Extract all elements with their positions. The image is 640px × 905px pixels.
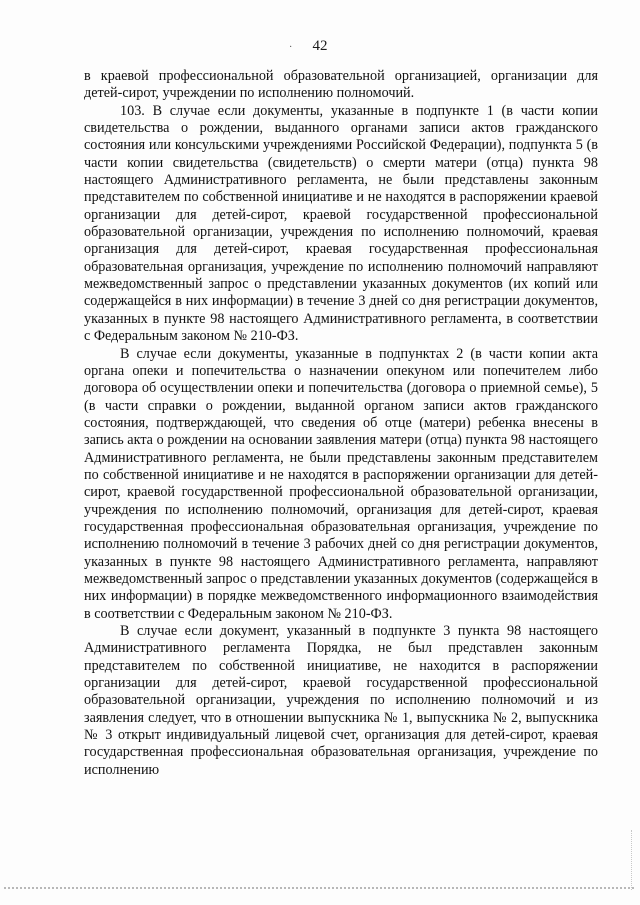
paragraph-clause-103: 103. В случае если документы, указанные в подпункте 1 (в части копии свидетельства о рождении, выданного органами записи актов гражданского состояния или консульскими учреждениями Российской Федерации), подпункта 5 (в части копии свидетельства (свидетельств) о смерти матери (отца) пункта 98 настоящего Административного регламента, не были представлены законным представителем по собственной инициативе и не находятся в распоряжении краевой организации для детей-сирот, краевой государственной профессиональной образовательной организации, учреждения по исполнению полномочий, краевая организация для детей-сирот, краевая государственная профессиональная образовательная организация, учреждение по исполнению полномочий направляют межведомственный запрос о представлении указанных документов (их копий или содержащейся в них информации) в течение 3 дней со дня регистрации документов, указанных в пункте 98 настоящего Административного регламента, в соответствии с Федеральным законом № 210-ФЗ. [84, 102, 598, 345]
paragraph-second-case: В случае если документы, указанные в подпунктах 2 (в части копии акта органа опеки и попечительства о назначении опекуном или попечителем либо договора об осуществлении опеки и попечительства (договора о приемной семье), 5 (в части справки о рождении, выданной органом записи актов гражданского состояния, подтверждающей, что сведения об отце (матери) ребенка внесены в запись акта о рождении на основании заявления матери (отца) пункта 98 настоящего Административного регламента, не были представлены законным представителем по собственной инициативе и не находятся в распоряжении организации для детей-сирот, краевой государственной профессиональной образовательной организации, учреждения по исполнению полномочий, организация для детей-сирот, краевая государственная профессиональная образовательная организация, учреждение по исполнению полномочий в течение 3 рабочих дней со дня регистрации документов, указанных в пункте 98 настоящего Административного регламента, направляют межведомственный запрос о представлении указанных документов (содержащейся в них информации) в порядке межведомственного информационного взаимодействия в соответствии с Федеральным законом № 210-ФЗ. [84, 345, 598, 622]
scan-right-edge [631, 830, 632, 890]
page-number: 42 [312, 38, 328, 54]
scan-dot: · [289, 42, 293, 53]
paragraph-third-case: В случае если документ, указанный в подпункте 3 пункта 98 настоящего Административного регламента Порядка, не был представлен законным представителем по собственной инициативе, не находится в распоряжении организации для детей-сирот, краевой государственной профессиональной образовательной организации, учреждения по исполнению полномочий и из заявления следует, что в отношении выпускника № 1, выпускника № 2, выпускника № 3 открыт индивидуальный лицевой счет, организация для детей-сирот, краевая государственная профессиональная образовательная организация, учреждение по исполнению [84, 623, 598, 778]
document-body [84, 68, 598, 779]
scan-bottom-edge [4, 887, 634, 889]
paragraph-continuation: в краевой профессиональной образовательной организацией, организации для детей-сирот, учреждении по исполнению полномочий. [84, 68, 598, 102]
